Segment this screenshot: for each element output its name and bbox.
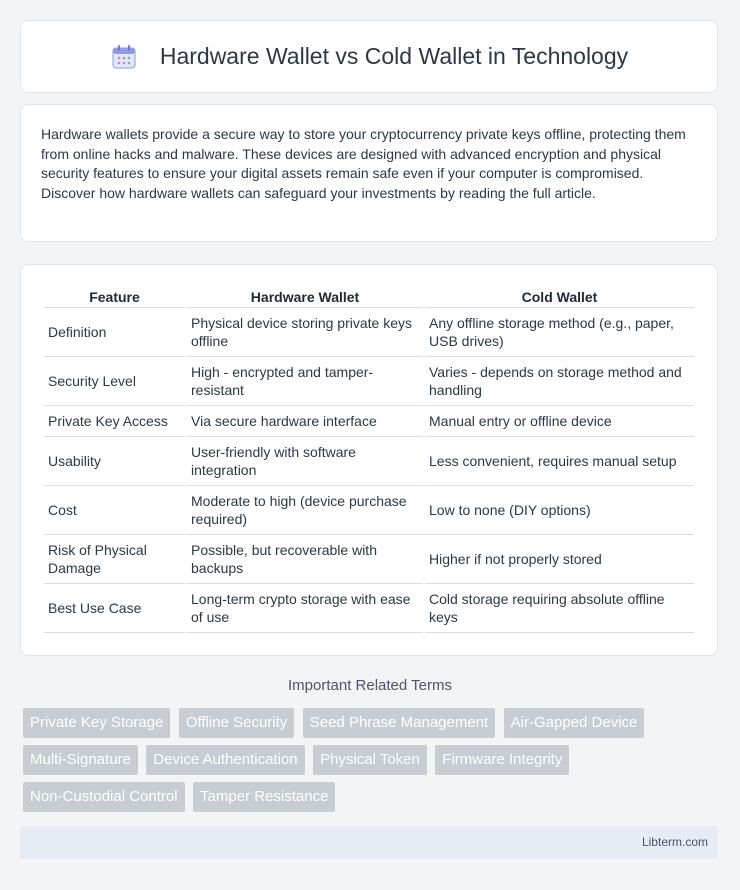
tag-tamper-resistance[interactable]: Tamper Resistance [193,782,335,812]
table-cell: Manual entry or offline device [425,406,694,437]
header-hardware-wallet: Hardware Wallet [187,285,423,308]
table-cell: Cold storage requiring absolute offline keys [425,584,694,633]
table-cell: Via secure hardware interface [187,406,423,437]
comparison-table [42,285,696,633]
related-terms-list [23,708,723,819]
table-cell: Definition [44,308,185,357]
tag-private-key-storage[interactable]: Private Key Storage [23,708,170,738]
table-row [44,357,694,406]
table-cell: High - encrypted and tamper-resistant [187,357,423,406]
table-row [44,406,694,437]
table-cell: Higher if not properly stored [425,535,694,584]
table-row [44,584,694,633]
tag-device-authentication[interactable]: Device Authentication [146,745,304,775]
table-cell: Security Level [44,357,185,406]
intro-text: Hardware wallets provide a secure way to store your cryptocurrency private keys offline, protecting them from online hacks and malware. These devices are designed with advanced encryption and physical security features to ensure your digital assets remain safe even if your computer is compromised. Discover how hardware wallets can safeguard your investments by reading the full article. [41,126,686,201]
intro-card [20,104,718,242]
table-row [44,535,694,584]
table-row [44,437,694,486]
tag-multi-signature[interactable]: Multi-Signature [23,745,138,775]
header-cold-wallet: Cold Wallet [425,285,694,308]
table-cell: Private Key Access [44,406,185,437]
footer [20,826,718,859]
header-card [20,20,718,93]
table-cell: Possible, but recoverable with backups [187,535,423,584]
table-row [44,308,694,357]
table-cell: User-friendly with software integration [187,437,423,486]
tag-non-custodial-control[interactable]: Non-Custodial Control [23,782,185,812]
table-cell: Any offline storage method (e.g., paper, USB drives) [425,308,694,357]
table-header-row [44,285,694,308]
table-cell: Risk of Physical Damage [44,535,185,584]
table-cell: Low to none (DIY options) [425,486,694,535]
table-cell: Usability [44,437,185,486]
footer-site-link[interactable]: Libterm.com [641,835,708,849]
table-cell: Varies - depends on storage method and handling [425,357,694,406]
table-row [44,486,694,535]
tag-offline-security[interactable]: Offline Security [179,708,294,738]
tag-physical-token[interactable]: Physical Token [313,745,427,775]
comparison-table-card [20,264,718,656]
tag-air-gapped-device[interactable]: Air-Gapped Device [504,708,645,738]
table-cell: Less convenient, requires manual setup [425,437,694,486]
related-terms-title: Important Related Terms [288,677,452,694]
table-cell: Long-term crypto storage with ease of use [187,584,423,633]
tag-seed-phrase-management[interactable]: Seed Phrase Management [303,708,495,738]
table-cell: Cost [44,486,185,535]
table-cell: Physical device storing private keys offline [187,308,423,357]
tag-firmware-integrity[interactable]: Firmware Integrity [435,745,569,775]
header-feature: Feature [44,285,185,308]
calendar-icon [110,43,138,71]
table-cell: Best Use Case [44,584,185,633]
page-title: Hardware Wallet vs Cold Wallet in Technology [159,43,629,69]
table-cell: Moderate to high (device purchase required) [187,486,423,535]
